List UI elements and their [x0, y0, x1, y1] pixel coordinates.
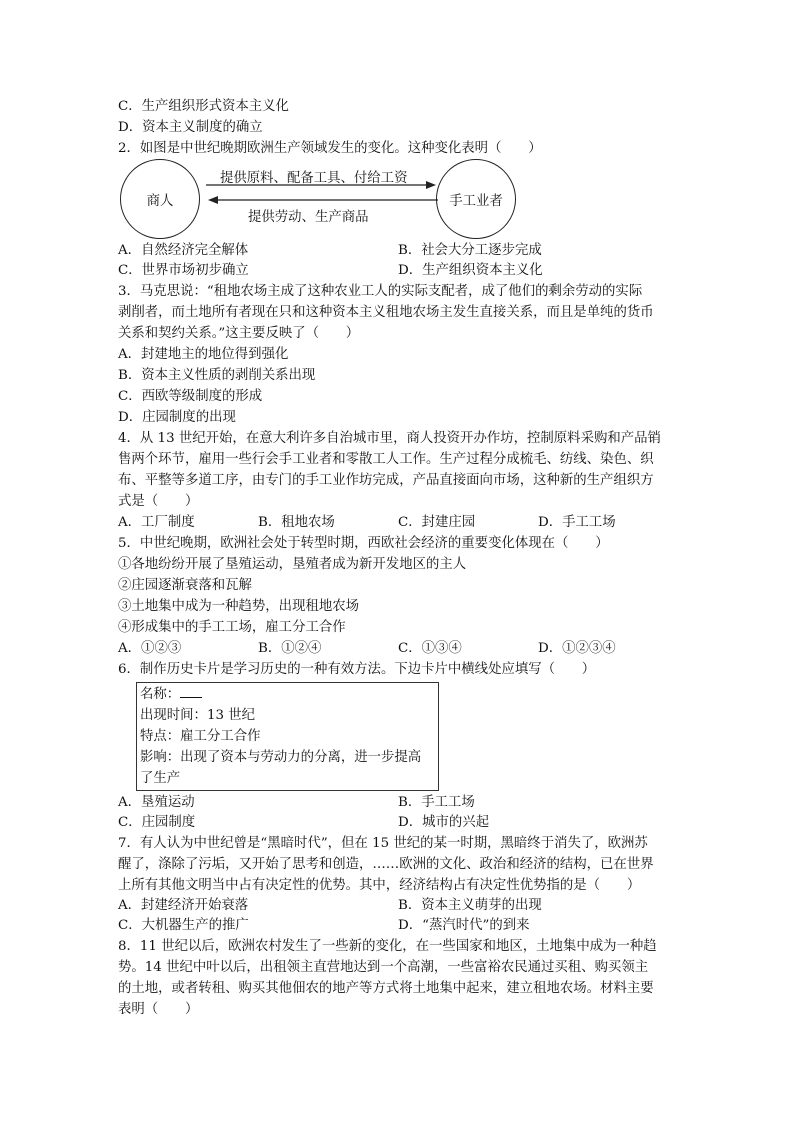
q2-option-a[interactable]: A．自然经济完全解体 [118, 243, 249, 258]
q6-options-row-1 [118, 793, 678, 813]
question-content [118, 96, 678, 1020]
q2-option-b[interactable]: B．社会大分工逐步完成 [398, 243, 542, 258]
q7-stem-line-3: 上所有其他文明当中占有决定性的优势。其中，经济结构占有决定性优势指的是（ ） [118, 878, 641, 893]
q5-option-a[interactable]: A．①②③ [118, 641, 182, 656]
q2-stem: 2．如图是中世纪晚期欧洲生产领域发生的变化。这种变化表明（ ） [118, 141, 542, 156]
q8-stem-line-3: 的土地，或者转租、购买其他佃农的地产等方式将土地集中起来，建立租地农场。材料主要 [118, 981, 654, 996]
q5-option-c[interactable]: C．①③④ [398, 641, 462, 656]
left-arrowhead [208, 196, 218, 204]
q7-option-b[interactable]: B．资本主义萌芽的出现 [398, 898, 542, 913]
q7-stem-line-1: 7．有人认为中世纪曾是“黑暗时代”，但在 15 世纪的某一时期，黑暗终于消失了，欧洲苏 [118, 836, 648, 851]
q6-stem: 6．制作历史卡片是学习历史的一种有效方法。下边卡片中横线处应填写（ ） [118, 662, 596, 677]
q5-item-2: ②庄园逐渐衰落和瓦解 [118, 578, 252, 593]
q2-options-row-2 [118, 261, 678, 281]
bottom-arrow-label: 提供劳动、生产商品 [248, 210, 369, 225]
q6-options-row-2 [118, 813, 678, 833]
q7-option-a[interactable]: A．封建经济开始衰落 [118, 898, 249, 913]
q7-option-c[interactable]: C．大机器生产的推广 [118, 918, 249, 933]
top-arrow-label: 提供原料、配备工具、付给工资 [220, 171, 408, 186]
q1-option-c: C．生产组织形式资本主义化 [118, 99, 289, 114]
q5-item-1: ①各地纷纷开展了垦殖运动，垦殖者成为新开发地区的主人 [118, 557, 467, 572]
arrows-graphic [206, 181, 438, 205]
card-impact-line-2: 了生产 [140, 771, 181, 786]
q2-option-d[interactable]: D．生产组织资本主义化 [398, 263, 543, 278]
q3-option-d[interactable]: D．庄园制度的出现 [118, 410, 236, 425]
q6-option-d[interactable]: D．城市的兴起 [398, 815, 490, 830]
card-impact-line-1: 影响：出现了资本与劳动力的分离，进一步提高 [140, 750, 422, 765]
q4-option-b[interactable]: B．租地农场 [258, 515, 335, 530]
craftsman-node [436, 159, 516, 239]
q3-stem-line-1: 3．马克思说：“租地农场主成了这种农业工人的实际支配者，成了他们的剩余劳动的实际 [118, 284, 643, 299]
q4-option-d[interactable]: D．手工工场 [538, 515, 616, 530]
merchant-node [120, 159, 200, 239]
q4-option-a[interactable]: A．工厂制度 [118, 515, 195, 530]
q6-option-a[interactable]: A．垦殖运动 [118, 795, 195, 810]
card-feature-line: 特点：雇工分工合作 [140, 729, 261, 744]
q5-item-3: ③土地集中成为一种趋势，出现租地农场 [118, 599, 360, 614]
q8-stem-line-4: 表明（ ） [118, 1002, 199, 1017]
q2-diagram [118, 159, 678, 241]
history-card [136, 682, 439, 791]
q2-options-row-1 [118, 241, 678, 261]
q7-stem-line-2: 醒了，涤除了污垢，又开始了思考和创造，……欧洲的文化、政治和经济的结构，已在世界 [118, 857, 654, 872]
q4-stem-line-4: 式是（ ） [118, 494, 199, 509]
q7-options-row-2 [118, 916, 678, 936]
q8-stem-line-1: 8．11 世纪以后，欧洲农村发生了一些新的变化，在一些国家和地区，土地集中成为一种趋 [118, 939, 657, 954]
q4-stem-line-1: 4．从 13 世纪开始，在意大利许多自治城市里，商人投资开办作坊，控制原料采购和产品销 [118, 431, 661, 446]
q3-stem-line-2: 剥削者，而土地所有者现在只和这种资本主义租地农场主发生直接关系，而且是单纯的货币 [118, 305, 654, 320]
card-name-blank [180, 685, 202, 698]
q5-options-row [118, 638, 678, 659]
q4-options-row [118, 512, 678, 533]
right-arrowhead [426, 181, 436, 189]
q2-option-c[interactable]: C．世界市场初步确立 [118, 263, 249, 278]
merchant-node-label: 商人 [146, 193, 174, 209]
q5-item-4: ④形成集中的手工工场，雇工分工合作 [118, 620, 346, 635]
q7-option-d[interactable]: D．“蒸汽时代”的到来 [398, 918, 530, 933]
q3-option-a[interactable]: A．封建地主的地位得到强化 [118, 347, 289, 362]
q3-stem-line-3: 关系和契约关系。”这主要反映了（ ） [118, 326, 360, 341]
q4-option-c[interactable]: C．封建庄园 [398, 515, 476, 530]
q4-stem-line-2: 售两个环节，雇用一些行会手工业者和零散工人工作。生产过程分成梳毛、纺线、染色、织 [118, 452, 654, 467]
q5-option-d[interactable]: D．①②③④ [538, 641, 616, 656]
q3-option-c[interactable]: C．西欧等级制度的形成 [118, 389, 263, 404]
q3-option-b[interactable]: B．资本主义性质的剥削关系出现 [118, 368, 316, 383]
q6-option-c[interactable]: C．庄园制度 [118, 815, 196, 830]
q7-options-row-1 [118, 896, 678, 916]
q5-stem: 5．中世纪晚期，欧洲社会处于转型时期，西欧社会经济的重要变化体现在（ ） [118, 536, 609, 551]
q1-option-d: D．资本主义制度的确立 [118, 120, 263, 135]
q8-stem-line-2: 势。14 世纪中叶以后，出租领主直营地达到一个高潮，一些富裕农民通过买租、购买领主 [118, 960, 649, 975]
card-name-line [140, 684, 436, 705]
q6-option-b[interactable]: B．手工工场 [398, 795, 475, 810]
card-time-line: 出现时间：13 世纪 [140, 708, 256, 723]
q5-option-b[interactable]: B．①②④ [258, 641, 322, 656]
card-name-label: 名称： [140, 687, 181, 702]
craftsman-node-label: 手工业者 [449, 193, 503, 209]
q4-stem-line-3: 布、平整等多道工序，由专门的手工业作坊完成，产品直接面向市场，这种新的生产组织方 [118, 473, 654, 488]
